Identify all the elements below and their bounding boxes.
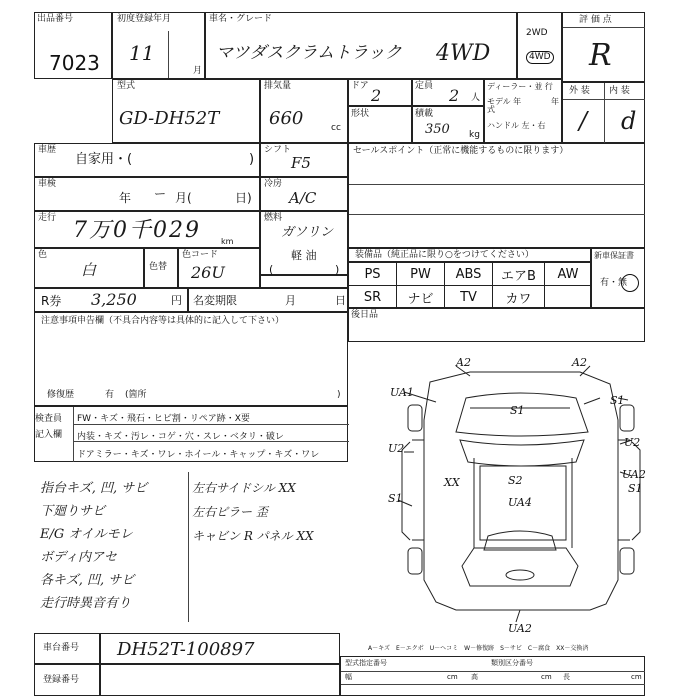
width-cm: cm	[447, 673, 458, 681]
drive-2wd: 2WD	[526, 28, 548, 38]
repair-label: 修復歴	[47, 390, 75, 400]
equipment-item: ABS	[445, 263, 493, 286]
drive-4wd-circled: 4WD	[526, 51, 554, 64]
repair-close: )	[337, 390, 341, 400]
dealer-label: ディーラー・並 行	[487, 82, 553, 91]
color-code-label: 色コード	[182, 250, 219, 260]
damage-mark: U2	[624, 436, 641, 449]
load-value: 350	[425, 122, 450, 137]
check-row: 内装・キズ・汚レ・コゲ・穴・スレ・ベタリ・破レ	[77, 432, 284, 442]
damage-mark: A2	[456, 356, 471, 369]
inspection-label: 車検	[38, 179, 57, 189]
interior-grade: d	[621, 107, 637, 135]
usage-close: )	[249, 152, 255, 167]
grade-value: R	[589, 38, 612, 73]
equipment-item: PS	[349, 263, 397, 286]
insp-year-dash: ー	[153, 187, 166, 201]
tax-day-label: 日	[335, 294, 346, 307]
displacement-value: 660	[269, 108, 304, 129]
chassis-value-cell	[100, 633, 340, 664]
usage-value: 自家用・(	[75, 152, 133, 167]
grade-label: 評 価 点	[579, 15, 612, 25]
cc-label: cc	[331, 123, 341, 133]
lot-no-value: 7023	[49, 51, 100, 75]
model-value: GD-DH52T	[119, 108, 220, 129]
shape-label: 形状	[351, 109, 370, 119]
diesel-label: 軽 油	[291, 249, 317, 262]
mileage-label: 走行	[38, 213, 57, 223]
insp-year-label: 年	[119, 191, 132, 205]
entry-field-label: 記入欄	[35, 430, 63, 440]
usage-label: 車歴	[38, 145, 57, 155]
model-year-label: モデル 年式	[487, 97, 522, 114]
check-row: ドアミラー・キズ・ワレ・ホイール・キャップ・キズ・ワレ	[77, 450, 320, 460]
ac-label: 冷房	[264, 179, 283, 189]
km-label: km	[221, 237, 234, 246]
capacity-label: 定員	[415, 81, 434, 91]
color-value: 白	[81, 261, 97, 279]
damage-mark: S1	[610, 394, 625, 407]
capacity-value: 2	[449, 86, 460, 105]
lot-no-label: 出品番号	[37, 14, 74, 24]
warranty-label: 新車保証書	[594, 251, 634, 260]
warranty-value: 有・無	[600, 278, 628, 288]
note-line: 下廻りサビ	[40, 504, 106, 519]
first-reg-value: 11	[129, 41, 155, 65]
damage-mark: S2	[508, 474, 523, 487]
spec-box	[340, 656, 645, 696]
exterior-grade: /	[579, 107, 588, 135]
note-line: E/G オイルモレ	[40, 527, 133, 542]
after-date-label: 後日品	[351, 310, 379, 320]
shift-value: F5	[291, 154, 311, 172]
equipment-item: ナビ	[397, 286, 445, 309]
capacity-unit: 人	[471, 93, 481, 103]
reg-label: 登録番号	[43, 675, 80, 685]
equipment-title: 装備品（純正品に限り○をつけてください）	[355, 250, 534, 260]
note-line: ボディ内アセ	[40, 550, 117, 565]
first-reg-label: 初度登録年月	[117, 14, 172, 24]
damage-mark: A2	[572, 356, 587, 369]
shift-label: シフト	[264, 145, 292, 155]
damage-mark: S1	[510, 404, 525, 417]
drive-handwritten: 4WD	[436, 41, 491, 66]
diesel-paren-close: )	[335, 263, 340, 276]
equipment-item: AW	[545, 263, 592, 286]
displacement-label: 排気量	[264, 81, 292, 91]
mileage-value: 7万0千029	[73, 218, 201, 243]
doors-value: 2	[371, 86, 382, 105]
kg-label: kg	[469, 130, 480, 140]
chassis-label: 車台番号	[43, 643, 80, 653]
exterior-label: 外 装	[569, 86, 590, 96]
model-label: 型式	[117, 81, 136, 91]
notes-title: 注意事項申告欄（不具合内容等は具体的に記入して下さい）	[41, 316, 285, 326]
recycle-label: R券	[41, 294, 62, 308]
insp-day-label: 日)	[235, 191, 252, 205]
height-label: 高	[471, 673, 478, 681]
diesel-paren-open: (	[269, 263, 274, 276]
reg-value-cell	[100, 664, 340, 696]
damage-mark: S1	[388, 492, 403, 505]
note-right-line: 左右ピラー 歪	[192, 505, 268, 519]
damage-legend: A－キズ E－エクボ U－ヘコミ W－修復跡 S－サビ C－腐食 XX－交換済	[368, 645, 589, 652]
damage-mark: UA2	[508, 622, 532, 635]
tax-period-label: 名変期限	[193, 294, 237, 307]
equipment-item: カワ	[493, 286, 545, 309]
tax-month-label: 月	[285, 294, 296, 307]
fuel-value: ガソリン	[281, 225, 334, 240]
handle-label: ハンドル 左・右	[487, 121, 546, 130]
damage-mark: U2	[388, 442, 405, 455]
equipment-item: PW	[397, 263, 445, 286]
yen-label: 円	[171, 294, 182, 307]
equipment-item: TV	[445, 286, 493, 309]
damage-mark: UA1	[390, 386, 414, 399]
damage-mark: UA4	[508, 496, 532, 509]
insp-month-label: 月(	[175, 191, 192, 205]
height-cm: cm	[541, 673, 552, 681]
doors-label: ドア	[351, 81, 369, 91]
model-year-unit: 年	[551, 97, 559, 106]
inspector-label: 検査員	[35, 414, 63, 424]
length-label: 長	[563, 673, 570, 681]
color-label: 色	[38, 250, 48, 260]
interior-label: 内 装	[609, 86, 630, 96]
car-name-value: マツダスクラムトラック	[216, 43, 402, 63]
damage-mark: UA2	[622, 468, 646, 481]
sales-point-title: セールスポイント（正常に機能するものに限ります）	[353, 146, 569, 156]
check-row: FW・キズ・飛石・ヒビ割・リペア跡・X要	[77, 414, 250, 424]
month-label: 月	[193, 66, 203, 76]
load-label: 積載	[415, 109, 434, 119]
note-line: 各キズ, 凹, サビ	[40, 573, 135, 588]
class-no-label: 類別区分番号	[491, 659, 533, 667]
damage-mark: S1	[628, 482, 643, 495]
name-grade-label: 車名・グレード	[209, 14, 273, 24]
chassis-label-cell	[34, 633, 100, 664]
fuel-label: 燃料	[264, 213, 283, 223]
note-right-line: キャビン R パネル XX	[192, 529, 314, 543]
damage-mark: XX	[444, 476, 460, 489]
model-desig-label: 型式指定番号	[345, 659, 387, 667]
equipment-item: エアB	[493, 263, 545, 286]
width-label: 幅	[345, 673, 352, 681]
reg-label-cell	[34, 664, 100, 696]
note-line: 指台キズ, 凹, サビ	[40, 481, 148, 496]
color-change-label: 色替	[149, 262, 168, 272]
chassis-value: DH52T-100897	[117, 639, 255, 660]
length-cm: cm	[631, 673, 642, 681]
note-right-line: 左右サイドシル XX	[192, 481, 296, 495]
repair-place: (箇所	[125, 390, 147, 400]
ac-value: A/C	[289, 189, 317, 207]
color-code-value: 26U	[191, 263, 225, 282]
recycle-value: 3,250	[91, 290, 137, 309]
equipment-item: SR	[349, 286, 397, 309]
note-line: 走行時異音有り	[40, 596, 132, 611]
repair-value: 有	[105, 390, 115, 400]
